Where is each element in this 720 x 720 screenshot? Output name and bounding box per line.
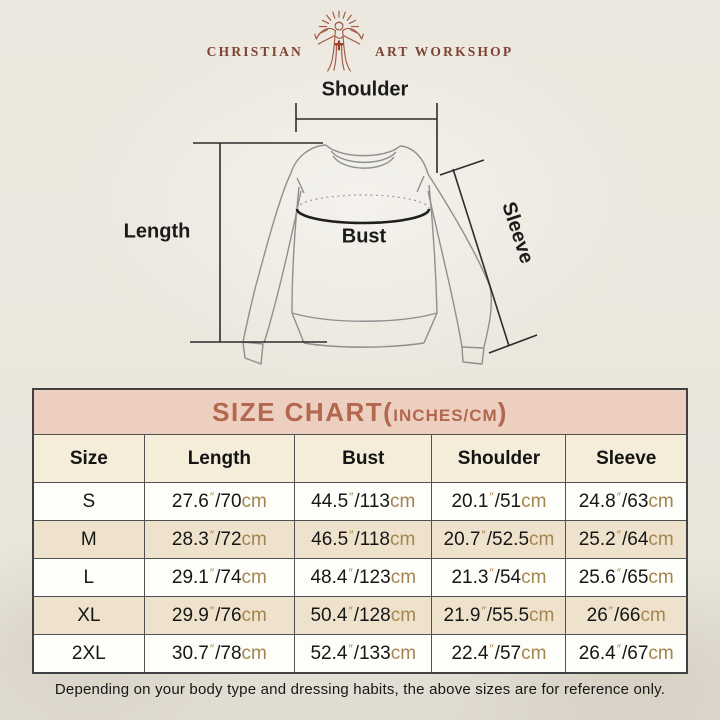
inch-mark-unit: ″ bbox=[348, 566, 353, 580]
inch-mark-unit: ″ bbox=[348, 604, 353, 618]
column-header-row bbox=[33, 435, 687, 483]
cm-unit: cm bbox=[389, 491, 416, 512]
cm-value: /63 bbox=[621, 491, 649, 512]
cm-value: /51 bbox=[494, 491, 522, 512]
cm-unit: cm bbox=[648, 491, 674, 512]
inches-value: 29.9 bbox=[171, 605, 209, 626]
cm-value: /52.5 bbox=[486, 529, 530, 550]
column-header-size: Size bbox=[33, 435, 144, 483]
sleeve-label: Sleeve bbox=[497, 199, 538, 267]
bust-label: Bust bbox=[341, 225, 387, 248]
cm-unit: cm bbox=[529, 529, 555, 550]
sleeve-cell bbox=[566, 521, 687, 559]
column-header-bust: Bust bbox=[295, 435, 432, 483]
inch-mark-unit: ″ bbox=[481, 604, 486, 618]
size-row bbox=[33, 635, 687, 674]
brand-name-right: ART WORKSHOP bbox=[375, 44, 514, 59]
length-cell bbox=[144, 559, 294, 597]
cm-unit: cm bbox=[241, 529, 267, 550]
inches-value: 50.4 bbox=[310, 605, 348, 626]
column-header-sleeve: Sleeve bbox=[566, 435, 687, 483]
cm-value: /57 bbox=[494, 643, 522, 664]
cm-unit: cm bbox=[521, 567, 547, 588]
title-units: INCHES/CM bbox=[393, 405, 498, 425]
inches-value: 29.1 bbox=[171, 567, 209, 588]
size-chart-title-row bbox=[33, 389, 687, 435]
inches-value: 48.4 bbox=[310, 567, 348, 588]
sleeve-cell bbox=[566, 559, 687, 597]
cm-unit: cm bbox=[390, 605, 417, 626]
size-cell: M bbox=[33, 521, 144, 559]
cm-value: /55.5 bbox=[486, 605, 530, 626]
cm-unit: cm bbox=[241, 605, 267, 626]
inches-value: 27.6 bbox=[171, 491, 209, 512]
size-row bbox=[33, 521, 687, 559]
cm-unit: cm bbox=[241, 491, 267, 512]
inches-value: 44.5 bbox=[311, 491, 349, 512]
size-row bbox=[33, 483, 687, 521]
column-header-shoulder: Shoulder bbox=[432, 435, 566, 483]
inch-mark-unit: ″ bbox=[489, 642, 494, 656]
inch-mark-unit: ″ bbox=[616, 490, 621, 504]
size-chart-table bbox=[32, 388, 688, 674]
inches-value: 21.9 bbox=[443, 605, 481, 626]
bust-cell bbox=[295, 521, 432, 559]
inch-mark-unit: ″ bbox=[616, 528, 621, 542]
cm-value: /74 bbox=[215, 567, 242, 588]
inch-mark-unit: ″ bbox=[616, 566, 621, 580]
brand-logo bbox=[0, 10, 720, 72]
bust-line-dashed bbox=[297, 195, 429, 209]
length-cell bbox=[144, 483, 294, 521]
bust-cell bbox=[295, 559, 432, 597]
size-cell: S bbox=[33, 483, 144, 521]
cm-value: /78 bbox=[215, 643, 242, 664]
bust-line-solid bbox=[297, 209, 429, 223]
inch-mark-unit: ″ bbox=[489, 566, 494, 580]
cm-value: /128 bbox=[353, 605, 391, 626]
cm-unit: cm bbox=[529, 605, 555, 626]
bust-cell bbox=[295, 597, 432, 635]
cm-unit: cm bbox=[389, 529, 416, 550]
shoulder-label: Shoulder bbox=[321, 78, 409, 101]
cm-value: /64 bbox=[621, 529, 649, 550]
inch-mark-unit: ″ bbox=[348, 642, 353, 656]
inches-value: 26 bbox=[586, 605, 608, 626]
length-cell bbox=[144, 635, 294, 674]
reference-note: Depending on your body type and dressing habits, the above sizes are for reference only. bbox=[54, 681, 666, 698]
shoulder-cell bbox=[432, 559, 566, 597]
inch-mark-unit: ″ bbox=[349, 528, 354, 542]
inch-mark-unit: ″ bbox=[209, 604, 215, 618]
inch-mark-unit: ″ bbox=[209, 566, 215, 580]
inches-value: 52.4 bbox=[310, 643, 348, 664]
shoulder-cell bbox=[432, 635, 566, 674]
brand-name-left: CHRISTIAN bbox=[206, 44, 303, 59]
inches-value: 30.7 bbox=[171, 643, 209, 664]
cm-value: /67 bbox=[621, 643, 649, 664]
cm-unit: cm bbox=[648, 529, 674, 550]
inch-mark-unit: ″ bbox=[209, 528, 215, 542]
cm-value: /123 bbox=[353, 567, 391, 588]
shoulder-cell bbox=[432, 597, 566, 635]
cm-unit: cm bbox=[241, 643, 267, 664]
sleeve-cell bbox=[566, 483, 687, 521]
size-row bbox=[33, 597, 687, 635]
cm-unit: cm bbox=[648, 567, 674, 588]
column-header-length: Length bbox=[144, 435, 294, 483]
cm-unit: cm bbox=[390, 567, 417, 588]
inch-mark-unit: ″ bbox=[209, 642, 215, 656]
inches-value: 20.1 bbox=[451, 491, 489, 512]
cm-unit: cm bbox=[648, 643, 674, 664]
bust-cell bbox=[295, 635, 432, 674]
title-text: SIZE CHART( bbox=[212, 396, 394, 427]
inch-mark-unit: ″ bbox=[481, 528, 486, 542]
title-close-paren: ) bbox=[497, 396, 508, 427]
size-chart-title bbox=[33, 389, 687, 435]
inches-value: 46.5 bbox=[311, 529, 349, 550]
cm-unit: cm bbox=[241, 567, 267, 588]
inches-value: 26.4 bbox=[578, 643, 616, 664]
cm-value: /54 bbox=[494, 567, 522, 588]
cm-unit: cm bbox=[390, 643, 417, 664]
length-cell bbox=[144, 521, 294, 559]
sleeve-cell bbox=[566, 597, 687, 635]
shoulder-cell bbox=[432, 521, 566, 559]
length-label: Length bbox=[123, 220, 191, 243]
inch-mark-unit: ″ bbox=[616, 642, 621, 656]
cm-value: /72 bbox=[215, 529, 242, 550]
cm-value: /113 bbox=[354, 491, 390, 512]
cm-value: /76 bbox=[215, 605, 242, 626]
cm-value: /70 bbox=[215, 491, 242, 512]
jesus-logo-icon bbox=[312, 10, 366, 72]
size-cell: XL bbox=[33, 597, 144, 635]
garment-measurement-diagram bbox=[0, 75, 720, 387]
inches-value: 25.6 bbox=[578, 567, 616, 588]
inches-value: 21.3 bbox=[451, 567, 489, 588]
cm-value: /133 bbox=[353, 643, 391, 664]
cm-value: /65 bbox=[621, 567, 649, 588]
inch-mark-unit: ″ bbox=[489, 490, 494, 504]
cm-value: /118 bbox=[354, 529, 390, 550]
length-cell bbox=[144, 597, 294, 635]
cm-unit: cm bbox=[521, 491, 547, 512]
size-cell: 2XL bbox=[33, 635, 144, 674]
inch-mark-unit: ″ bbox=[349, 490, 354, 504]
cm-unit: cm bbox=[521, 643, 547, 664]
bust-cell bbox=[295, 483, 432, 521]
size-cell: L bbox=[33, 559, 144, 597]
size-table-body bbox=[33, 483, 687, 674]
inches-value: 20.7 bbox=[443, 529, 481, 550]
inch-mark-unit: ″ bbox=[608, 604, 614, 618]
sleeve-cell bbox=[566, 635, 687, 674]
cm-value: /66 bbox=[614, 605, 641, 626]
shoulder-cell bbox=[432, 483, 566, 521]
size-row bbox=[33, 559, 687, 597]
inches-value: 22.4 bbox=[451, 643, 489, 664]
inch-mark-unit: ″ bbox=[209, 490, 215, 504]
inches-value: 28.3 bbox=[171, 529, 209, 550]
inches-value: 25.2 bbox=[578, 529, 616, 550]
cm-unit: cm bbox=[640, 605, 666, 626]
inches-value: 24.8 bbox=[578, 491, 616, 512]
